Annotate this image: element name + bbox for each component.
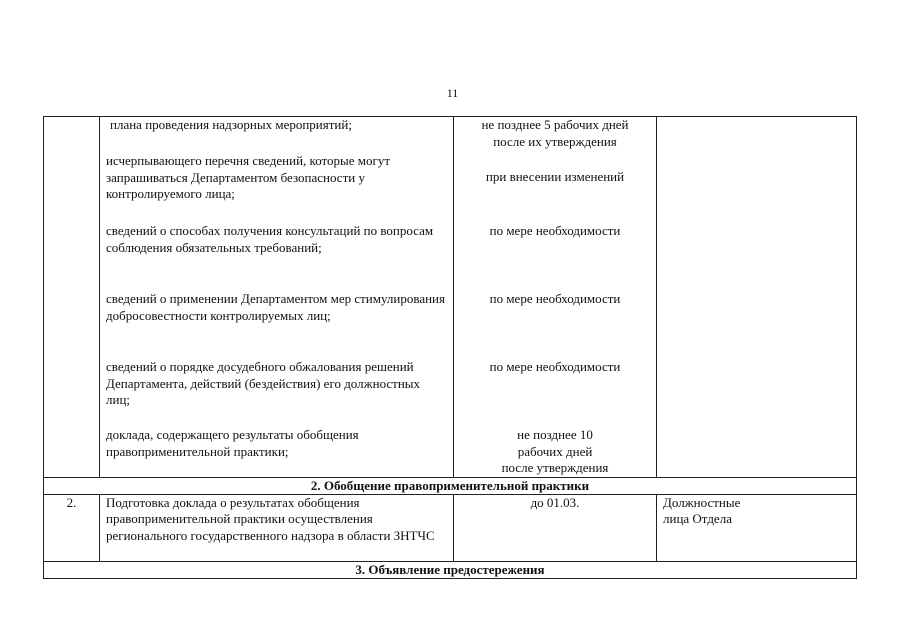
deadline-cell bbox=[454, 494, 657, 561]
list-item bbox=[100, 359, 453, 427]
item-text: сведений о порядке досудебного обжалования решений Департамента, действий (бездействия) его должностных лиц; bbox=[106, 359, 421, 407]
deadline-line: не позднее 10 bbox=[517, 427, 593, 442]
responsible-cell bbox=[657, 117, 857, 478]
deadline: при внесении изменений bbox=[485, 169, 625, 184]
measure-cell bbox=[100, 494, 454, 561]
item-text: Подготовка доклада о результатах обобщения правоприменительной практики осуществления регионального государственного надзора в области ЗНТЧС bbox=[106, 494, 435, 543]
section-heading-row bbox=[44, 561, 857, 578]
list-item bbox=[100, 117, 453, 153]
list-item bbox=[100, 223, 453, 291]
item-text: доклада, содержащего результаты обобщения правоприменительной практики; bbox=[106, 427, 359, 459]
measure-cell bbox=[100, 117, 454, 478]
list-item bbox=[100, 153, 453, 223]
item-text: сведений о способах получения консультаций по вопросам соблюдения обязательных требований; bbox=[106, 223, 434, 255]
item-text: плана проведения надзорных мероприятий; bbox=[110, 117, 352, 132]
deadline: по мере необходимости bbox=[489, 291, 621, 306]
deadline: по мере необходимости bbox=[489, 359, 621, 374]
table-row bbox=[44, 494, 857, 561]
table-row bbox=[44, 117, 857, 478]
responsible-line: Должностные bbox=[663, 494, 741, 510]
number-cell bbox=[44, 117, 100, 478]
plan-table bbox=[43, 116, 857, 579]
responsible-cell bbox=[657, 494, 857, 561]
list-item bbox=[100, 427, 453, 475]
item-text: исчерпывающего перечня сведений, которые могут запрашиваться Департаментом безопасности у контролируемого лица; bbox=[106, 153, 391, 201]
deadline: не позднее 5 рабочих дней после их утверждения bbox=[481, 117, 629, 149]
page-number: 11 bbox=[446, 86, 459, 100]
section-heading-row bbox=[44, 477, 857, 494]
deadline-line: после утверждения bbox=[501, 460, 609, 475]
item-text: сведений о применении Департаментом мер стимулирования добросовестности контролируемых лиц; bbox=[106, 291, 445, 323]
deadline: по мере необходимости bbox=[489, 223, 621, 238]
deadline-line: рабочих дней bbox=[517, 443, 593, 459]
list-item bbox=[100, 291, 453, 359]
deadline-cell bbox=[454, 117, 657, 478]
row-number: 2. bbox=[44, 494, 100, 561]
deadline: до 01.03. bbox=[530, 494, 580, 510]
section-title: 2. Обобщение правоприменительной практики bbox=[44, 477, 857, 494]
deadline bbox=[454, 427, 656, 477]
responsible-line: лица Отдела bbox=[663, 511, 732, 526]
section-title: 3. Объявление предостережения bbox=[44, 561, 857, 578]
